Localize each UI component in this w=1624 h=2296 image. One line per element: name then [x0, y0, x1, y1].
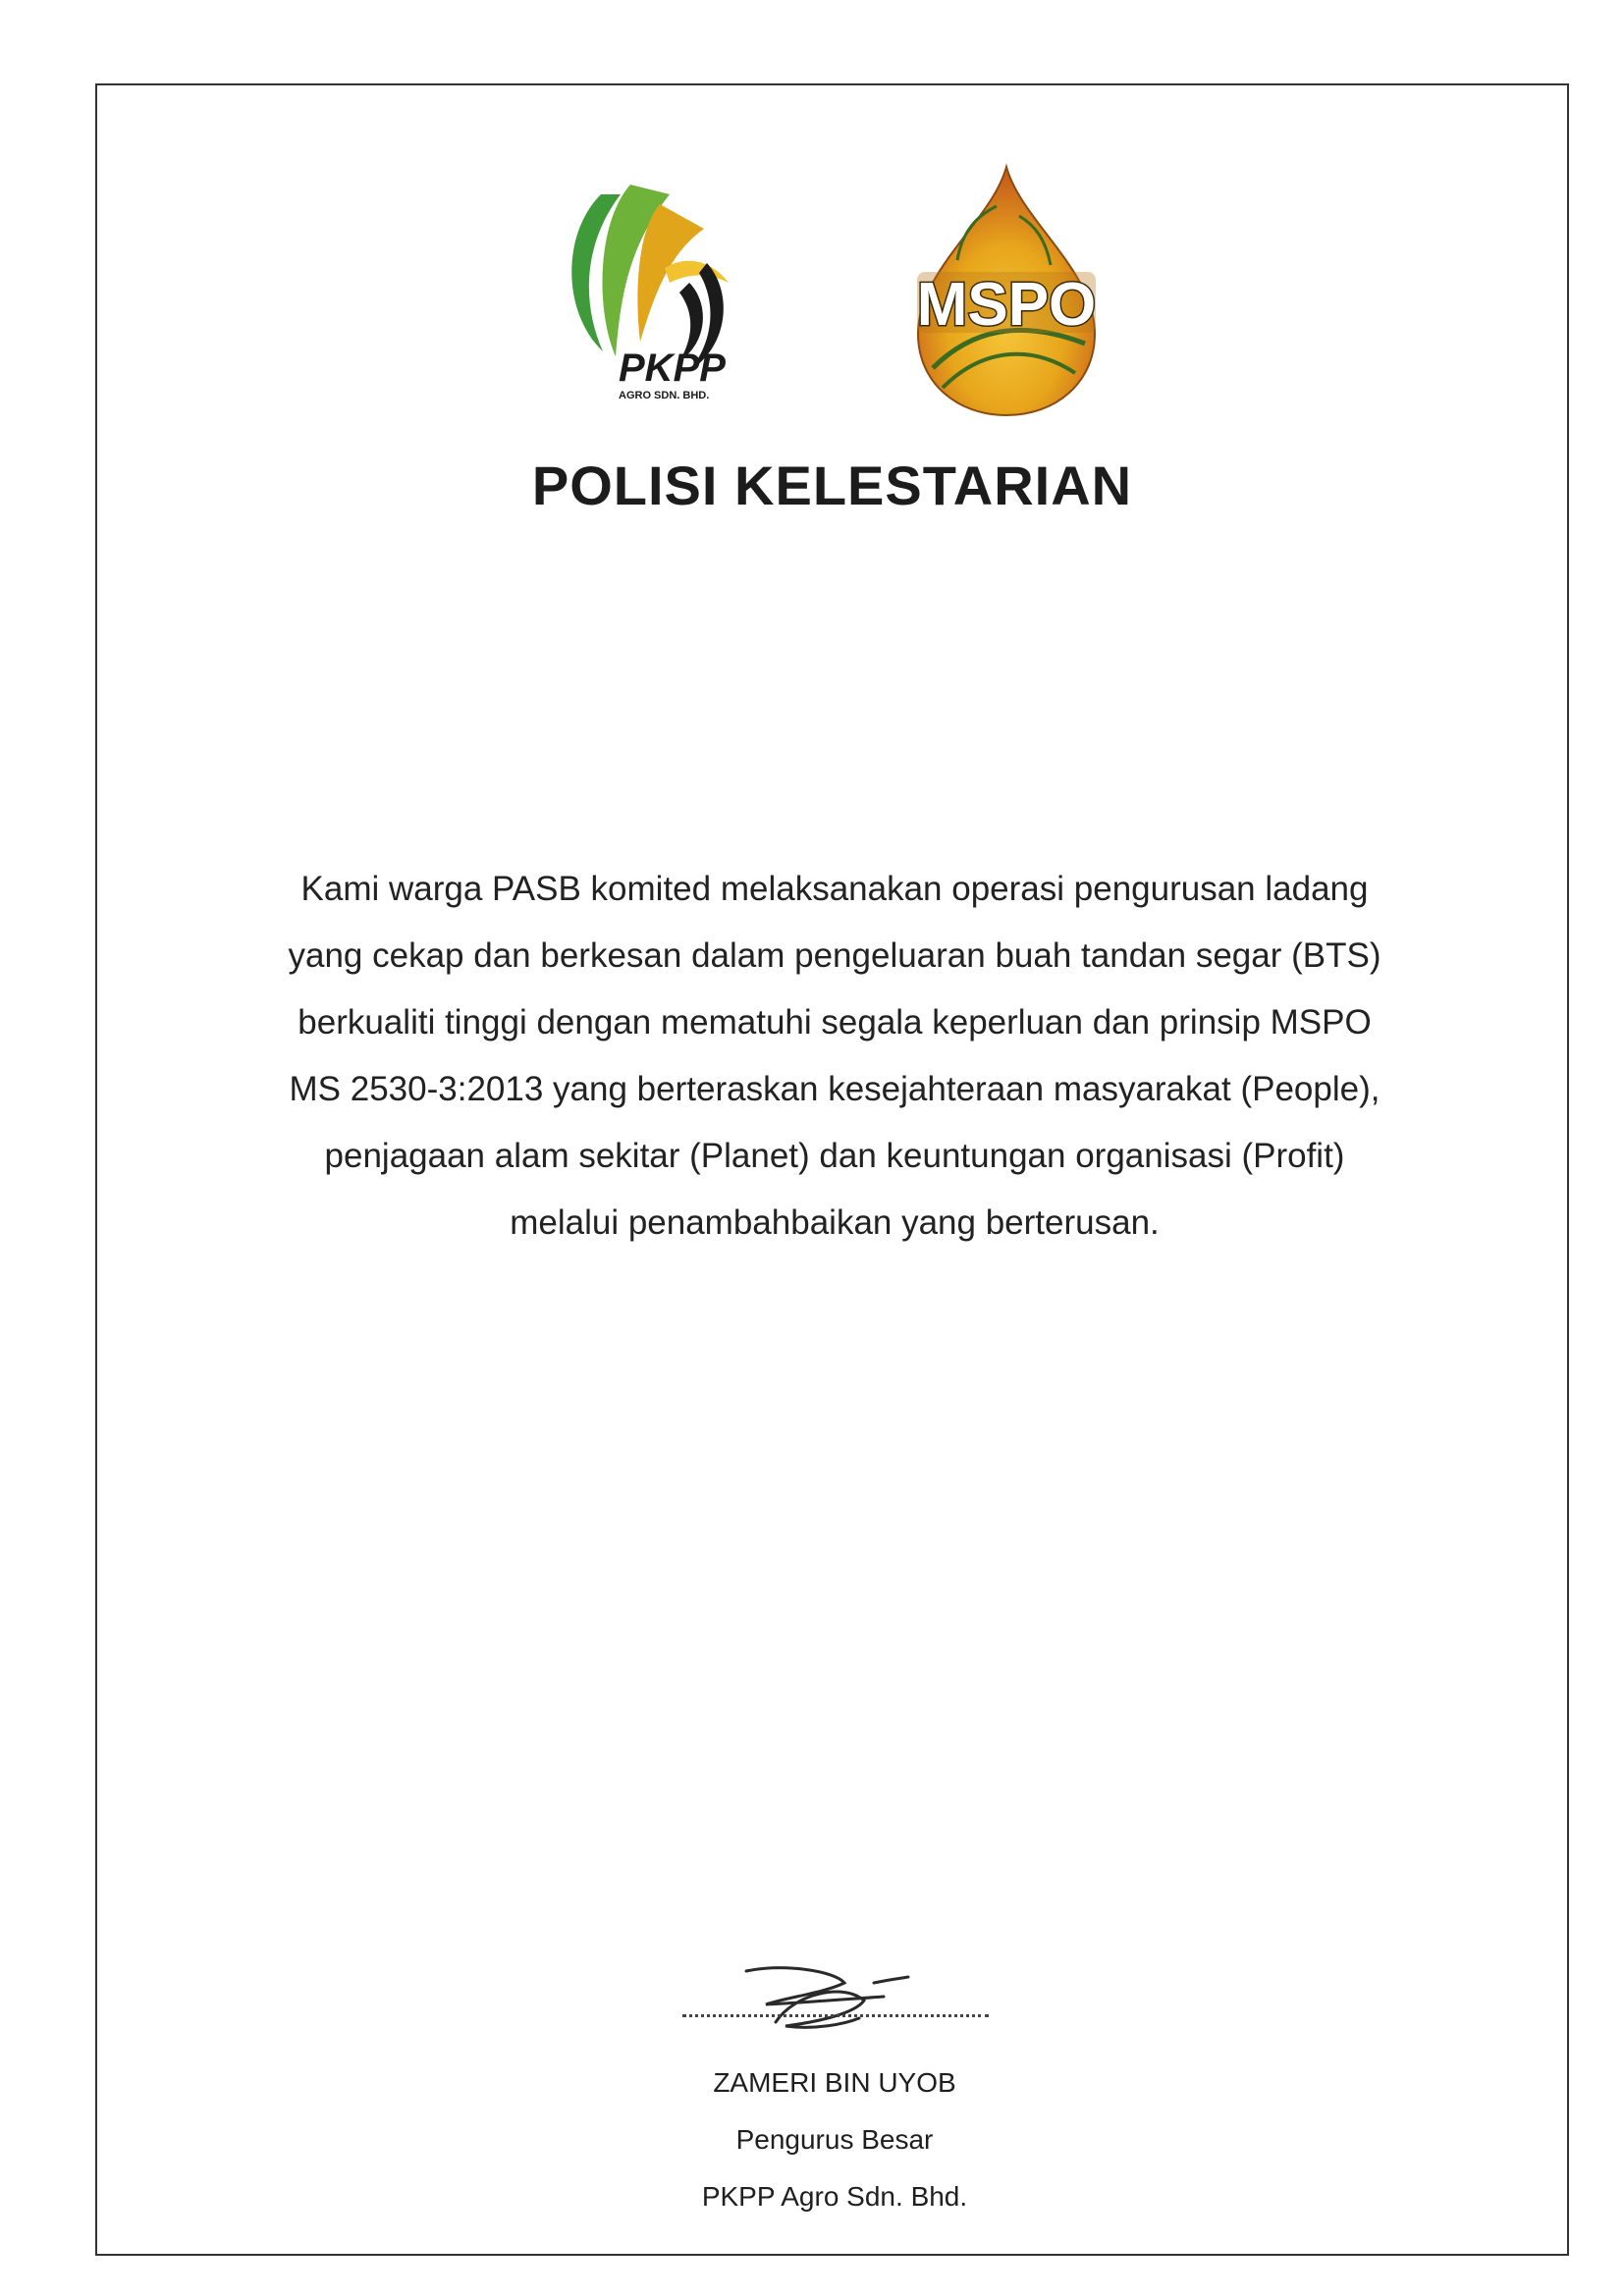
mspo-brand-text: MSPO	[916, 271, 1097, 339]
signatory-name: ZAMERI BIN UYOB	[713, 2067, 956, 2098]
policy-line: berkualiti tinggi dengan mematuhi segala keperluan dan prinsip MSPO	[298, 1003, 1372, 1041]
pkpp-logo	[542, 175, 758, 400]
signature	[727, 1953, 913, 2044]
pkpp-brand-text: PKPP	[619, 347, 726, 390]
signatory-block	[589, 2055, 1080, 2225]
pkpp-leaf-logo-icon	[571, 185, 729, 371]
policy-statement	[196, 856, 1473, 1256]
mspo-logo	[903, 162, 1110, 419]
policy-line: penjagaan alam sekitar (Planet) dan keuntungan organisasi (Profit)	[324, 1137, 1345, 1175]
policy-line: melalui penambahbaikan yang berterusan.	[510, 1203, 1160, 1242]
signature-line	[682, 2014, 989, 2017]
page-title: POLISI KELESTARIAN	[531, 454, 1133, 516]
policy-line: yang cekap dan berkesan dalam pengeluaran buah tandan segar (BTS)	[288, 936, 1381, 975]
signatory-position: Pengurus Besar	[735, 2124, 934, 2155]
signatory-company: PKPP Agro Sdn. Bhd.	[701, 2181, 968, 2212]
policy-line: MS 2530-3:2013 yang berteraskan kesejahteraan masyarakat (People),	[289, 1070, 1380, 1108]
policy-line: Kami warga PASB komited melaksanakan operasi pengurusan ladang	[300, 870, 1369, 908]
pkpp-sub-text: AGRO SDN. BHD.	[619, 390, 710, 400]
